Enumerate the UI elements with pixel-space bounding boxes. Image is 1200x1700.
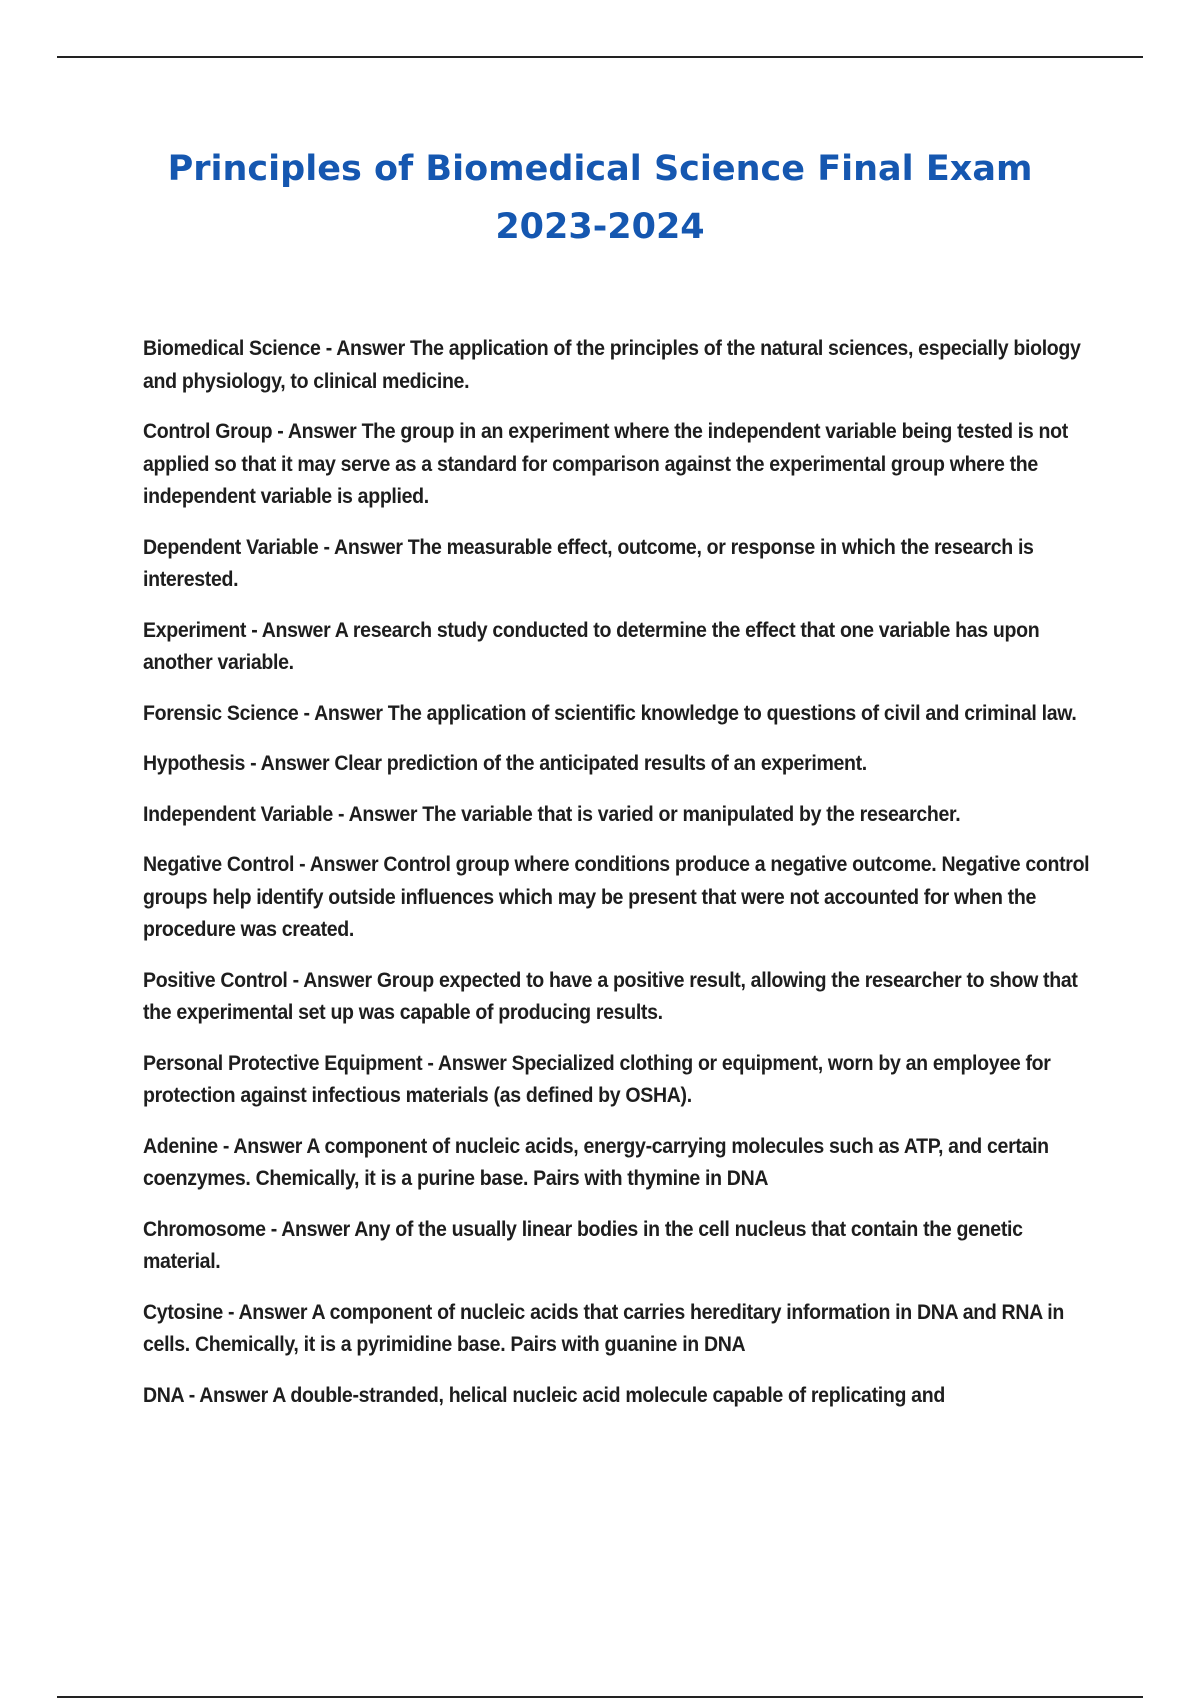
glossary-list: [143, 333, 1093, 1430]
glossary-entry: [143, 799, 1092, 832]
entry-term: Control Group: [143, 420, 273, 443]
entry-separator: - Answer: [332, 802, 423, 826]
entry-separator: - Answer: [217, 1134, 307, 1158]
glossary-entry: [143, 1380, 1092, 1413]
entry-definition: A component of nucleic acids that carries hereditary information in DNA and RNA in cells. Chemically, it is a pyrimidine base. Pairs with guanine in DNA: [143, 1300, 1064, 1356]
entry-term: Cytosine: [143, 1300, 223, 1324]
entry-definition: Any of the usually linear bodies in the cell nucleus that contain the genetic material.: [143, 1217, 1023, 1273]
entry-term: Hypothesis: [143, 752, 246, 775]
glossary-entry: [143, 416, 1092, 514]
entry-definition: The variable that is varied or manipulated by the researcher.: [422, 802, 961, 826]
entry-definition: Clear prediction of the anticipated results of an experiment.: [334, 752, 867, 775]
entry-term: Experiment: [143, 618, 247, 642]
entry-term: Adenine: [143, 1134, 218, 1158]
entry-definition: A component of nucleic acids, energy-carrying molecules such as ATP, and certain coenzymes. Chemically, it is a purine base. Pairs with thymine in DNA: [143, 1134, 1049, 1190]
glossary-entry: [143, 333, 1092, 398]
bottom-rule: [57, 1696, 1143, 1698]
glossary-entry: [143, 748, 1092, 781]
glossary-entry: [143, 532, 1092, 597]
title-line-1: Principles of Biomedical Science Final Exam: [167, 149, 1033, 189]
entry-separator: - Answer: [265, 1217, 355, 1241]
glossary-entry: [143, 615, 1092, 680]
entry-separator: - Answer: [318, 535, 408, 559]
entry-term: Biomedical Science: [143, 337, 321, 360]
top-rule: [57, 56, 1143, 58]
entry-separator: - Answer: [287, 968, 377, 992]
entry-separator: - Answer: [245, 752, 335, 775]
entry-separator: - Answer: [272, 420, 362, 443]
entry-definition: The measurable effect, outcome, or response in which the research is interested.: [143, 535, 1034, 591]
entry-definition: The group in an experiment where the independent variable being tested is not applied so that it may serve as a standard for comparison against the experimental group where the independent variable is applied.: [143, 420, 1068, 508]
title-line-2: 2023-2024: [495, 207, 705, 247]
glossary-entry: [143, 1297, 1092, 1362]
page-title: [100, 140, 1100, 256]
entry-term: Chromosome: [143, 1217, 266, 1241]
entry-separator: - Answer: [294, 853, 384, 876]
entry-term: Independent Variable: [143, 802, 333, 826]
entry-definition: Control group where conditions produce a negative outcome. Negative control groups help identify outside influences which may be present that were not accounted for when the procedure was created.: [143, 853, 1090, 941]
entry-separator: - Answer: [298, 701, 388, 725]
entry-term: Dependent Variable: [143, 535, 319, 559]
glossary-entry: [143, 965, 1092, 1030]
entry-definition: A double-stranded, helical nucleic acid molecule capable of replicating and: [272, 1383, 945, 1407]
entry-term: Positive Control: [143, 968, 288, 992]
entry-separator: - Answer: [320, 337, 410, 360]
entry-definition: The application of the principles of the natural sciences, especially biology and physiology, to clinical medicine.: [143, 337, 1081, 393]
glossary-entry: [143, 698, 1092, 731]
entry-term: Personal Protective Equipment: [143, 1051, 423, 1075]
entry-separator: - Answer: [246, 618, 335, 642]
entry-separator: - Answer: [222, 1300, 312, 1324]
entry-definition: Group expected to have a positive result, allowing the researcher to show that the experimental set up was capable of producing results.: [143, 968, 1078, 1024]
entry-separator: - Answer: [422, 1051, 512, 1075]
glossary-entry: [143, 849, 1092, 947]
glossary-entry: [143, 1048, 1092, 1113]
entry-definition: A research study conducted to determine the effect that one variable has upon another variable.: [143, 618, 1040, 674]
glossary-entry: [143, 1131, 1092, 1196]
entry-definition: Specialized clothing or equipment, worn by an employee for protection against infectious materials (as defined by OSHA).: [143, 1051, 1051, 1107]
glossary-entry: [143, 1214, 1092, 1279]
entry-separator: - Answer: [183, 1383, 273, 1407]
entry-term: DNA: [143, 1383, 184, 1407]
entry-definition: The application of scientific knowledge to questions of civil and criminal law.: [387, 701, 1077, 725]
entry-term: Forensic Science: [143, 701, 299, 725]
entry-term: Negative Control: [143, 853, 295, 876]
